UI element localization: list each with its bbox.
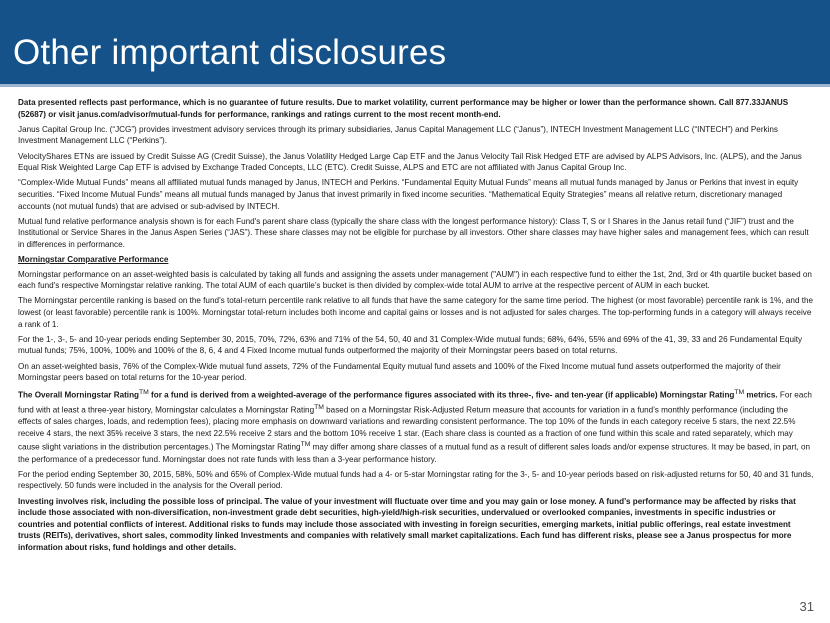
section-heading: Morningstar Comparative Performance <box>18 255 169 265</box>
jcg-paragraph: Janus Capital Group Inc. (“JCG”) provides investment advisory services through its primary subsidiaries, Janus Capital Management LLC (“Janus”), INTECH Investment Management LLC (“INTECH”) and Perkins Investment Management LLC (“Perkins”). <box>18 124 778 146</box>
disclosure-body <box>18 97 814 557</box>
share-class-paragraph: Mutual fund relative performance analysis shown is for each Fund's parent share class (typically the share class with the longest performance history): Class T, S or I Shares in the Janus retail fund (“JIF”) trust and the Institutional or Service Shares in the Janus Aspen Series (“JAS”). These share classes may not be eligible for purchase by all investors. Other share classes may have higher sales and management fees, which can result in differences in performance. <box>18 216 809 249</box>
overall-rating-text-a: For each fund with at least a three-year history, Morningstar calculates a Morningstar Rating <box>18 391 812 415</box>
fund-definitions-paragraph: “Complex-Wide Mutual Funds” means all affiliated mutual funds managed by Janus, INTECH and Perkins. “Fundamental Equity Mutual Funds” means all mutual funds managed by Janus or Perkins that invest in equity securities. “Fixed Income Mutual Funds” means all mutual funds managed by Janus that invest primarily in fixed income securities. “Mathematical Equity Strategies” means all relative return, discretionary managed accounts (not mutual funds) that are advised or sub-advised by INTECH. <box>18 178 799 211</box>
asset-weighted-results-paragraph: On an asset-weighted basis, 76% of the Complex-Wide mutual fund assets, 72% of the Fundamental Equity mutual fund assets and 100% of the Fixed Income mutual fund assets outperformed the majority of their Morningstar peers based on total returns for the 10-year period. <box>18 361 781 383</box>
overall-rating-paragraph <box>18 387 814 465</box>
percentile-ranking-paragraph: The Morningstar percentile ranking is based on the fund’s total-return percentile rank relative to all funds that have the same category for the same time period. The highest (or most favorable) percentile rank is 1%, and the lowest (or least favorable) percentile rank is 100%. Morningstar total-return includes both income and capital gains or losses and is not adjusted for sales charges. The top-performing funds in a category will always receive a rank of 1. <box>18 296 814 329</box>
overall-rating-text-c: may differ among share classes of a mutual fund as a result of different sales loads and/or expense structures. It may be based, in part, on the performance of a predecessor fund. Morningstar does not rate funds with less than a 3-year performance history. <box>18 442 811 464</box>
risk-disclosure-paragraph: Investing involves risk, including the possible loss of principal. The value of your investment will fluctuate over time and you may gain or lose money. A fund’s performance may be affected by risks that include those associated with non-diversification, non-investment grade debt securities, high-yield/high-risk securities, undervalued or overlooked companies, investments in specific industries or countries and potential conflicts of interest. Additional risks to funds may include those associated with investing in foreign securities, emerging markets, initial public offerings, real estate investment trusts (REITs), derivatives, short sales, commodity linked Investments and companies with relatively small market capitalizations. Each fund has different risks, please see a Janus prospectus for more information about risks, fund holdings and other details. <box>18 496 796 552</box>
title-bar <box>0 0 830 84</box>
velocityshares-paragraph: VelocityShares ETNs are issued by Credit Suisse AG (Credit Suisse), the Janus Volatility Hedged Large Cap ETF and the Janus Velocity Tail Risk Hedged ETF are advised by ALPS Advisors, Inc. (ALPS), and the Janus Equal Risk Weighted Large Cap ETF is advised by Exchange Traded Concepts, LLC (ETC). Credit Suisse, ALPS and ETC are not affiliated with Janus Capital Group Inc. <box>18 151 802 173</box>
page-title: Other important disclosures <box>13 33 447 72</box>
trademark-mark: TM <box>734 389 745 397</box>
asset-weighted-paragraph: Morningstar performance on an asset-weighted basis is calculated by taking all funds and assigning the assets under management ("AUM") in each respective fund to either the 1st, 2nd, 3rd or 4th quartile bucket based on each fund's respective Morningstar relative ranking. The total AUM of each quartile’s bucket is then divided by complex-wide total AUM to arrive at the respective percent of AUM in each bucket. <box>18 269 812 291</box>
page-number: 31 <box>799 599 814 614</box>
trademark-mark: TM <box>314 403 324 411</box>
title-divider <box>0 84 830 87</box>
trademark-mark: TM <box>300 441 311 449</box>
overall-rating-lead-c: metrics. <box>744 391 778 401</box>
trademark-mark: TM <box>139 389 149 397</box>
overall-rating-lead-b: for a fund is derived from a weighted-average of the performance figures associated with its three-, five- and ten-year (if applicable) Morningstar Rating <box>148 391 735 401</box>
period-results-paragraph: For the 1-, 3-, 5- and 10-year periods ending September 30, 2015, 70%, 72%, 63% and 71% of the 54, 50, 40 and 31 Complex-Wide mutual funds; 68%, 64%, 55% and 69% of the 41, 39, 33 and 26 Fundamental Equity mutual funds; 75%, 100%, 100% and 100% of the 8, 6, 4 and 4 Fixed Income mutual funds outperformed the majority of their Morningstar peers based on total returns. <box>18 334 803 356</box>
past-performance-notice: Data presented reflects past performance, which is no guarantee of future results. Due to market volatility, current performance may be higher or lower than the performance shown. Call 877.33JANUS (52687) or visit janus.com/advisor/mutual-funds for performance, rankings and ratings current to the most recent month-end. <box>18 98 789 119</box>
star-rating-results-paragraph: For the period ending September 30, 2015, 58%, 50% and 65% of Complex-Wide mutual funds had a 4- or 5-star Morningstar rating for the 3-, 5- and 10-year periods based on risk-adjusted returns for 50, 40 and 31 funds, respectively. 50 funds were included in the analysis for the Overall period. <box>18 469 814 491</box>
overall-rating-lead-a: The Overall Morningstar Rating <box>18 391 139 401</box>
overall-rating-text-b: based on a Morningstar Risk-Adjusted Return measure that accounts for variation in a fund’s monthly performance (including the effects of sales charges, loads, and redemption fees), placing more emphasis on downward variations and rewarding consistent performance. The top 10% of the funds in each category receive 5 stars, the next 22.5% receive 4 stars, the next 35% receive 3 stars, the next 22.5% receive 2 stars and the bottom 10% receive 1 star. (Each share class is counted as a fraction of one fund within this scale and rated separately, which may cause slight variations in the distribution percentages.) The Morningstar Rating <box>18 405 796 452</box>
